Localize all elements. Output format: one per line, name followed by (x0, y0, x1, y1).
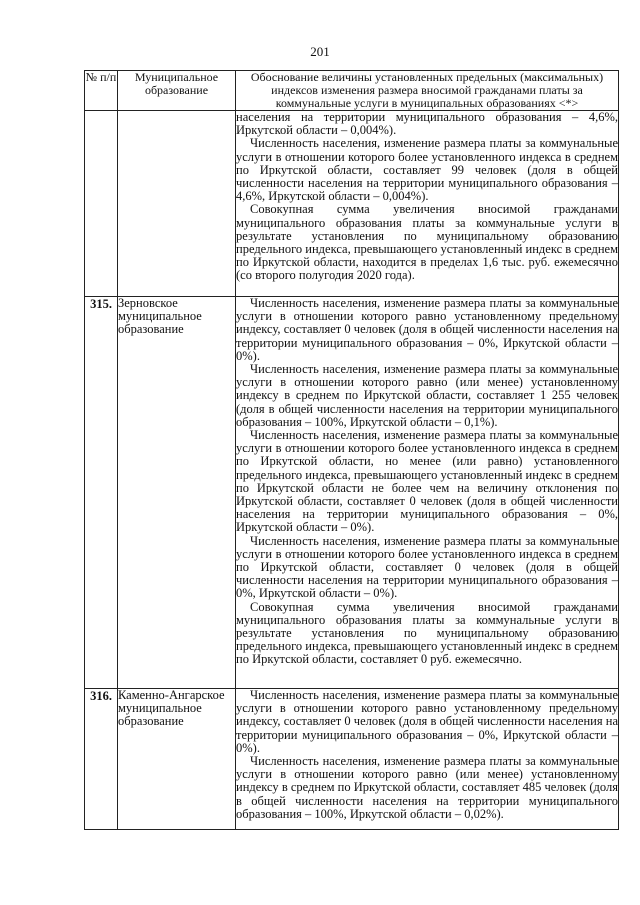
row-description (236, 111, 619, 297)
row-number: 315. (85, 297, 118, 689)
row-number: 316. (85, 689, 118, 830)
description-paragraph: Численность населения, изменение размера платы за коммунальные услуги в отношении которого равно (или менее) установленному индексу в среднем по Иркутской области, составляет 485 человек (доля в общей численности населения на территории муниципального образования – 100%, Иркутской области – 0,02%). (236, 754, 618, 821)
table-row-315 (85, 297, 619, 689)
header-number: № п/п (85, 71, 118, 111)
description-paragraph: Совокупная сумма увеличения вносимой гражданами муниципального образования платы за коммунальные услуги в результате установления по муниципальному образованию предельного индекса, превышающего установленный индекс в среднем по Иркутской области, составляет 0 руб. ежемесячно. (236, 599, 618, 667)
row-description (236, 297, 619, 689)
row-number (85, 111, 118, 297)
row-municipality: Каменно-Ангарское муниципальное образование (118, 689, 236, 830)
description-paragraph: Численность населения, изменение размера платы за коммунальные услуги в отношении которого более установленного индекса в среднем по Иркутской области, составляет 99 человек (доля в общей численности населения на территории муниципального образования – 4,6%, Иркутской области – 0,004%). (236, 136, 618, 204)
row-municipality (118, 111, 236, 297)
table-row-continuation (85, 111, 619, 297)
header-description: Обоснование величины установленных предельных (максимальных) индексов изменения размера вносимой гражданами платы за коммунальные услуги в муниципальных образованиях <*> (236, 71, 619, 111)
description-paragraph: Совокупная сумма увеличения вносимой гражданами муниципального образования платы за коммунальные услуги в результате установления по муниципальному образованию предельного индекса, превышающего установленный индекс в среднем по Иркутской области, находится в пределах 1,6 тыс. руб. ежемесячно (со второго полугодия 2020 года). (236, 202, 618, 283)
page-number: 201 (310, 44, 330, 59)
row-description (236, 689, 619, 830)
description-paragraph: Численность населения, изменение размера платы за коммунальные услуги в отношении которого более установленного индекса в среднем по Иркутской области, составляет 0 человек (доля в общей численности населения на территории муниципального образования – 0%, Иркутской области – 0%). (236, 533, 618, 601)
description-paragraph: Численность населения, изменение размера платы за коммунальные услуги в отношении которого более установленного индекса в среднем по Иркутской области, но менее (или равно) установленного предельного индекса, превышающего установленный индекс в среднем по Иркутской области не более чем на величину отклонения по Иркутской области, составляет 0 человек (доля в общей численности населения на территории муниципального образования – 0%, Иркутской области – 0%). (236, 428, 618, 535)
description-paragraph: Численность населения, изменение размера платы за коммунальные услуги в отношении которого равно установленному предельному индексу, составляет 0 человек (доля в общей численности населения на территории муниципального образования – 0%, Иркутской области – 0%). (236, 296, 618, 363)
description-paragraph: Численность населения, изменение размера платы за коммунальные услуги в отношении которого равно установленному предельному индексу, составляет 0 человек (доля в общей численности населения на территории муниципального образования – 0%, Иркутской области – 0%). (236, 688, 618, 755)
description-paragraph: населения на территории муниципального образования – 4,6%, Иркутской области – 0,004%). (236, 110, 618, 138)
description-paragraph: Численность населения, изменение размера платы за коммунальные услуги в отношении которого равно (или менее) установленному индексу в среднем по Иркутской области, составляет 1 255 человек (доля в общей численности населения на территории муниципального образования – 100%, Иркутской области – 0,1%). (236, 362, 618, 429)
header-municipality: Муниципальное образование (118, 71, 236, 111)
indices-table (84, 70, 619, 830)
table-row-316 (85, 689, 619, 830)
table-header-row (85, 71, 619, 111)
row-municipality: Зерновское муниципальное образование (118, 297, 236, 689)
